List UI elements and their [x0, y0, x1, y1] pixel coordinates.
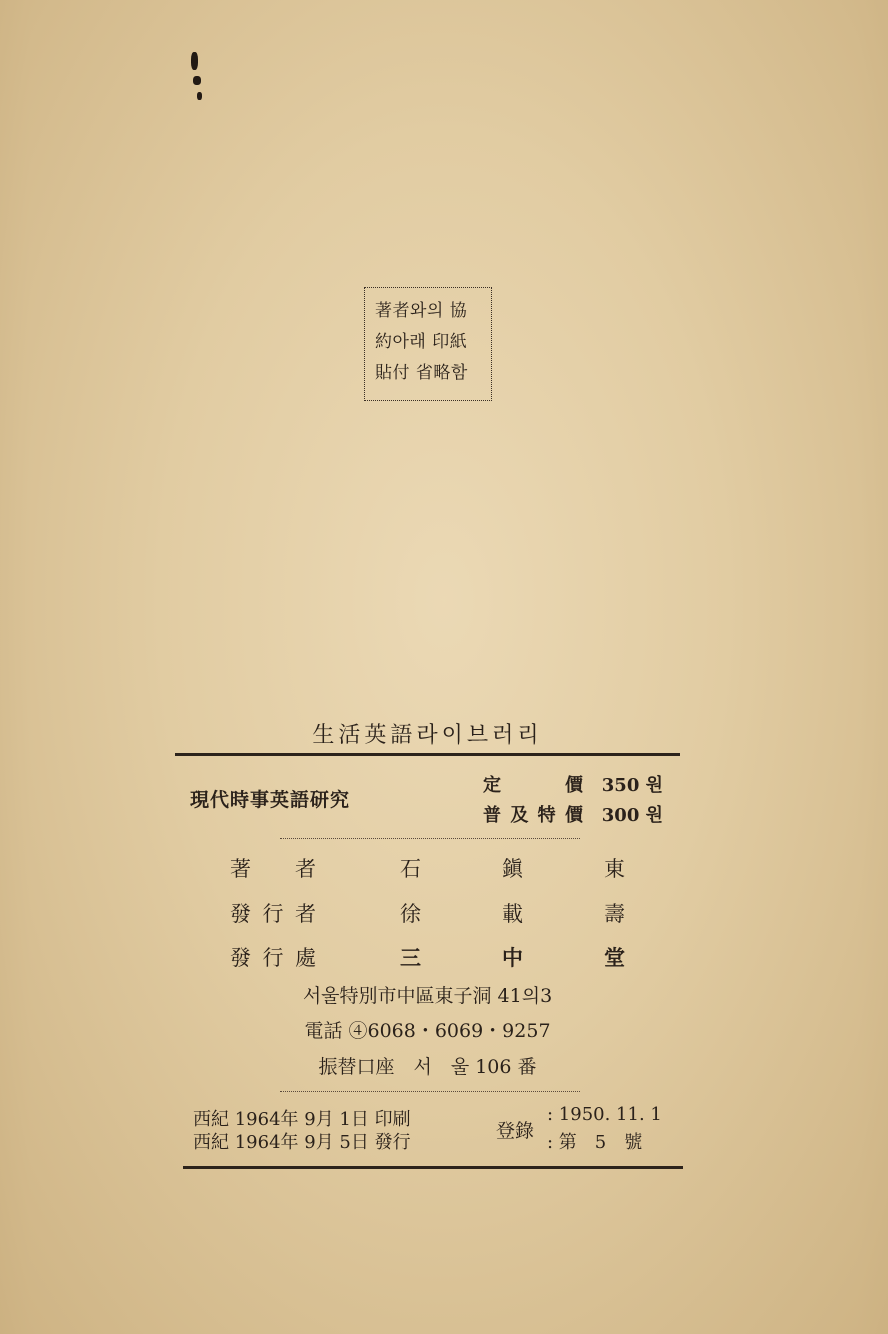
- ink-mark: [193, 76, 201, 85]
- dotted-divider: [280, 838, 580, 839]
- registration-label: 登錄: [496, 1120, 535, 1142]
- book-title: 現代時事英語研究: [190, 789, 351, 811]
- publisher-row: [230, 898, 625, 928]
- registration-date-value: 1950. 11. 1: [558, 1104, 662, 1125]
- price-row: [483, 771, 663, 797]
- publisher-label: 發行者: [230, 902, 316, 926]
- top-rule: [175, 753, 680, 756]
- bottom-rule: [183, 1166, 683, 1169]
- ink-mark: [197, 92, 202, 100]
- author-label: 著者: [230, 857, 316, 881]
- series-title: 生活英語라이브러리: [312, 723, 543, 748]
- seal-notice-box: [364, 287, 492, 401]
- registration-date: : 1950. 11. 1: [547, 1104, 662, 1125]
- publishing-house-row: [230, 942, 625, 972]
- address-street: 서울特別市中區東子洞 41의3: [302, 985, 553, 1007]
- seal-notice-line: 著者와의 協: [375, 301, 468, 321]
- address-phone: 電話 ④6068・6069・9257: [304, 1020, 551, 1042]
- publisher-name: 徐載壽: [400, 902, 625, 926]
- special-price-value: 300 원: [601, 805, 663, 826]
- author-name: 石鎭東: [400, 857, 625, 881]
- special-price-label: 普及特價: [483, 805, 583, 826]
- author-row: [230, 853, 625, 883]
- ink-mark: [191, 52, 198, 70]
- print-date: 西紀 1964年 9月 1日 印刷: [193, 1109, 411, 1130]
- seal-notice-line: 約아래 印紙: [375, 332, 468, 352]
- price-label: 定 價: [483, 775, 583, 796]
- registration-number-value: 第 5 號: [558, 1132, 643, 1153]
- price-value: 350 원: [601, 775, 663, 796]
- publishing-house-label: 發行處: [230, 946, 316, 970]
- publish-date: 西紀 1964年 9月 5日 發行: [193, 1132, 411, 1153]
- special-price-row: [483, 801, 663, 827]
- address-account: 振替口座 서 울 106 番: [318, 1056, 537, 1078]
- registration-number: : 第 5 號: [547, 1132, 643, 1153]
- publishing-house-name: 三中堂: [400, 945, 625, 970]
- seal-notice-line: 貼付 省略함: [375, 363, 468, 383]
- dotted-divider: [280, 1091, 580, 1092]
